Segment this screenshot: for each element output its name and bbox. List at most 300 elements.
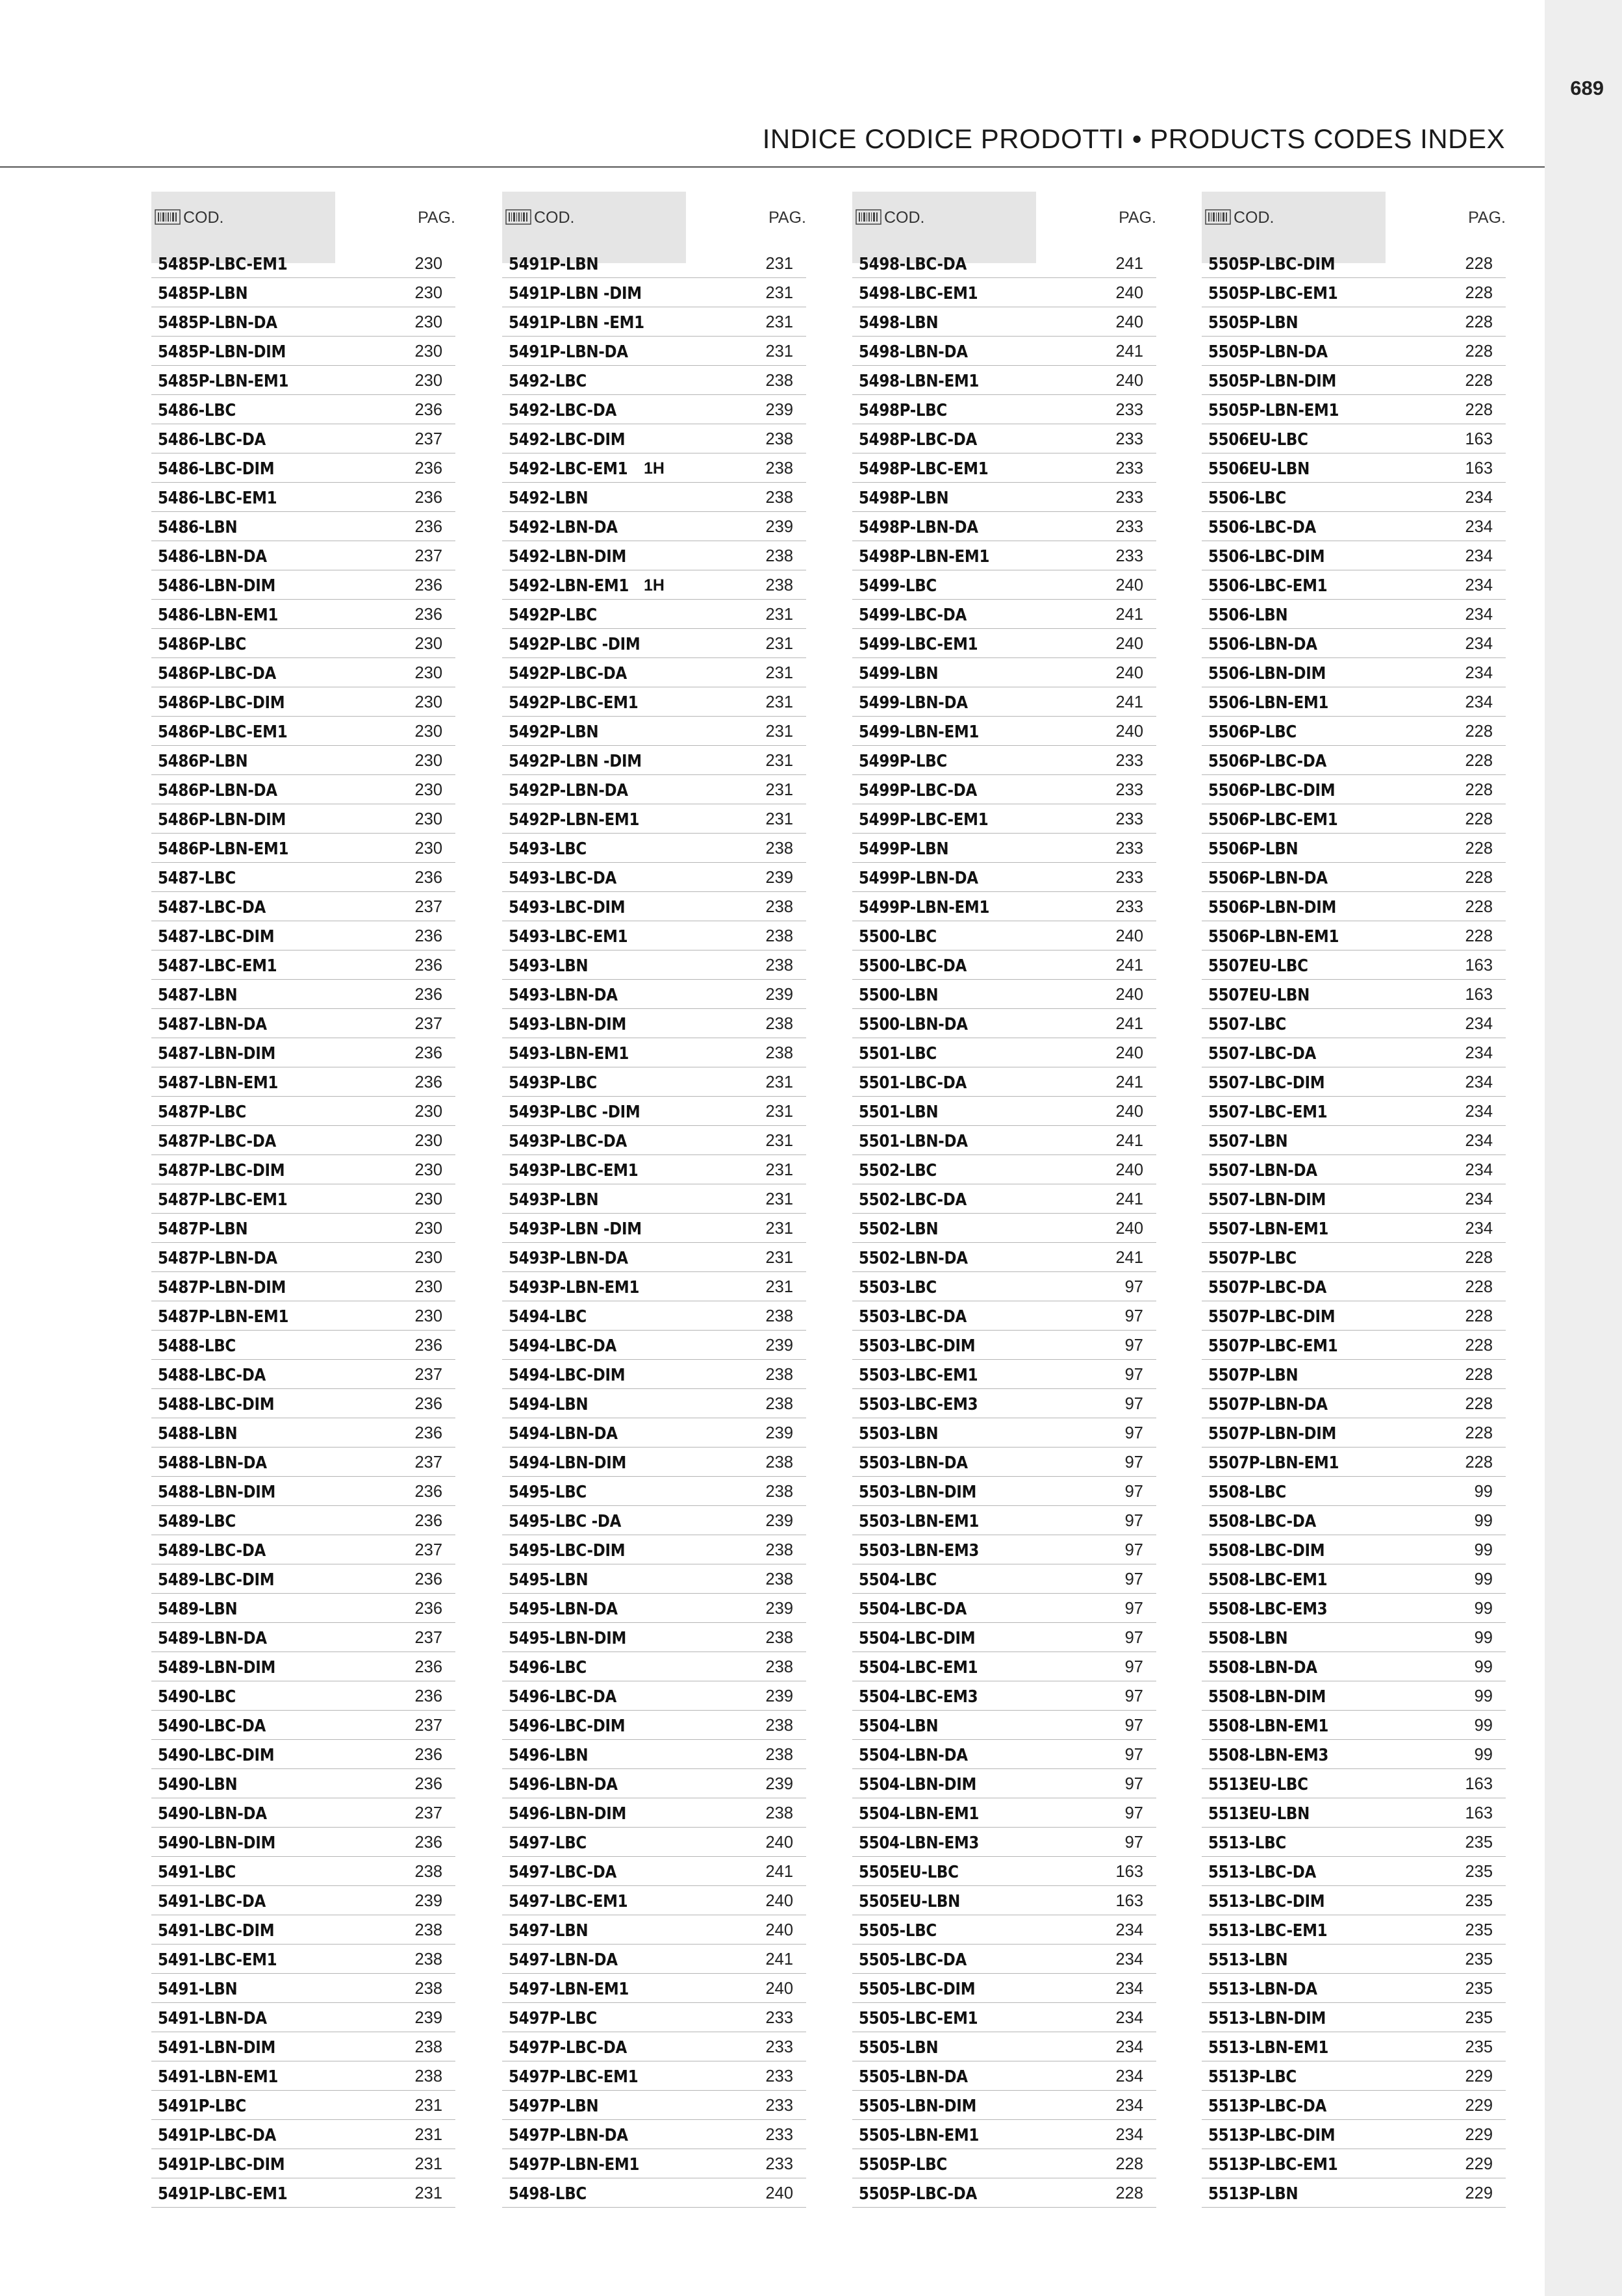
- product-code: 5513P-LBC-DIM: [1208, 2126, 1336, 2145]
- product-code: 5491-LBN: [158, 1980, 238, 1999]
- index-row: [1202, 2003, 1506, 2032]
- index-row: [151, 483, 455, 512]
- product-code: 5497P-LBN-EM1: [509, 2155, 640, 2175]
- page-ref: 237: [414, 1541, 442, 1559]
- page-ref: 238: [765, 1570, 793, 1588]
- product-code: 5493-LBC-DIM: [509, 898, 626, 917]
- product-code: 5486-LBC-DA: [158, 430, 266, 450]
- index-row: [502, 1272, 806, 1301]
- index-row: [502, 2003, 806, 2032]
- page-ref: 239: [765, 1512, 793, 1530]
- product-code: 5505-LBC-EM1: [859, 2009, 978, 2028]
- index-row: [1202, 1681, 1506, 1711]
- page-ref: 229: [1465, 2097, 1493, 2115]
- page-ref: 233: [1115, 839, 1143, 858]
- page-ref: 240: [1115, 1103, 1143, 1121]
- page-ref: 231: [765, 313, 793, 331]
- index-row: [151, 2091, 455, 2120]
- product-code: 5503-LBC-DA: [859, 1307, 967, 1327]
- page-ref: 163: [1465, 430, 1493, 448]
- product-code: 5507EU-LBN: [1208, 986, 1310, 1005]
- page-ref: 236: [414, 1658, 442, 1676]
- index-row: [1202, 1418, 1506, 1448]
- page-ref: 230: [414, 284, 442, 302]
- product-code: 5502-LBN: [859, 1219, 939, 1239]
- page-ref: 241: [1115, 1073, 1143, 1091]
- index-row: [852, 1828, 1156, 1857]
- product-code: 5508-LBN-DA: [1208, 1658, 1317, 1677]
- page-ref: 231: [765, 722, 793, 741]
- page-ref: 233: [1115, 869, 1143, 887]
- product-code: 5487P-LBN: [158, 1219, 248, 1239]
- product-code: 5498P-LBC: [859, 401, 947, 420]
- index-row: [1202, 1564, 1506, 1594]
- product-code: 5505-LBN-DIM: [859, 2097, 977, 2116]
- page-ref: 233: [765, 2126, 793, 2144]
- page-ref: 239: [765, 1336, 793, 1355]
- page-header-label: PAG.: [1468, 209, 1506, 227]
- index-row: [852, 804, 1156, 834]
- product-code: 5496-LBN-DA: [509, 1775, 618, 1794]
- index-row: [1202, 1711, 1506, 1740]
- product-code: 5490-LBC-DIM: [158, 1746, 275, 1765]
- index-row: [1202, 2120, 1506, 2149]
- page-ref: 233: [1115, 898, 1143, 916]
- product-code: 5506P-LBC-EM1: [1208, 810, 1338, 830]
- page-header-label: PAG.: [418, 209, 455, 227]
- product-code: 5504-LBN-DA: [859, 1746, 968, 1765]
- page-ref: 231: [765, 1219, 793, 1238]
- product-code: 5506-LBN-EM1: [1208, 693, 1329, 713]
- index-row: [151, 950, 455, 980]
- index-row: [151, 278, 455, 307]
- index-row: [502, 337, 806, 366]
- index-row: [151, 1038, 455, 1067]
- page-ref: 228: [1465, 869, 1493, 887]
- page-ref: 240: [765, 1833, 793, 1852]
- page-ref: 235: [1465, 2038, 1493, 2056]
- index-row: [1202, 1798, 1506, 1828]
- index-row: [1202, 921, 1506, 950]
- product-code: 5499-LBN-DA: [859, 693, 968, 713]
- product-code: 5486P-LBN-DIM: [158, 810, 286, 830]
- index-row: [502, 658, 806, 687]
- index-row: [502, 1184, 806, 1214]
- page-ref: 241: [1115, 255, 1143, 273]
- product-code: 5491P-LBC-DA: [158, 2126, 276, 2145]
- page-ref: 234: [1115, 1921, 1143, 1939]
- product-code: 5486-LBN-DIM: [158, 576, 276, 596]
- index-row: [151, 921, 455, 950]
- index-row: [502, 1214, 806, 1243]
- product-code: 5505-LBN-DA: [859, 2067, 968, 2087]
- barcode-icon: [505, 209, 531, 225]
- product-code: 5507-LBC-EM1: [1208, 1103, 1328, 1122]
- index-row: [1202, 658, 1506, 687]
- product-code: 5491P-LBC-DIM: [158, 2155, 285, 2175]
- product-code: 5506EU-LBC: [1208, 430, 1308, 450]
- index-row: [1202, 1828, 1506, 1857]
- index-row: [151, 1214, 455, 1243]
- page-ref: 234: [1465, 635, 1493, 653]
- product-code: 5497P-LBC-EM1: [509, 2067, 639, 2087]
- index-row: [1202, 453, 1506, 483]
- product-code: 5497P-LBN: [509, 2097, 599, 2116]
- page-ref: 97: [1124, 1483, 1143, 1501]
- index-row: [852, 366, 1156, 395]
- index-row: [1202, 1652, 1506, 1681]
- code-header-label: COD.: [183, 209, 224, 227]
- index-row: [852, 629, 1156, 658]
- index-row: [1202, 424, 1506, 453]
- index-row: [502, 892, 806, 921]
- index-row: [151, 687, 455, 717]
- index-row: [852, 950, 1156, 980]
- product-code: 5508-LBN-EM1: [1208, 1716, 1329, 1736]
- index-row: [1202, 1448, 1506, 1477]
- product-code: 5498-LBN-EM1: [859, 372, 980, 391]
- product-code: 5491-LBN-DIM: [158, 2038, 276, 2058]
- index-row: [852, 600, 1156, 629]
- index-row: [151, 1331, 455, 1360]
- index-row: [151, 541, 455, 570]
- product-code: 5503-LBC-DIM: [859, 1336, 976, 1356]
- page-ref: 234: [1115, 1950, 1143, 1969]
- page-ref: 236: [414, 1483, 442, 1501]
- page-ref: 238: [765, 1483, 793, 1501]
- index-row: [852, 980, 1156, 1009]
- product-code: 5503-LBN-DIM: [859, 1483, 977, 1502]
- index-row: [151, 1389, 455, 1418]
- product-code: 5494-LBC: [509, 1307, 587, 1327]
- product-code: 5507P-LBN-DA: [1208, 1395, 1328, 1414]
- page-ref: 236: [414, 1336, 442, 1355]
- product-code: 5507-LBC: [1208, 1015, 1286, 1034]
- product-code: 5494-LBC-DIM: [509, 1366, 626, 1385]
- product-code: 5492P-LBC -DIM: [509, 635, 640, 654]
- product-code: 5505-LBN-EM1: [859, 2126, 980, 2145]
- product-code: 5494-LBN-DA: [509, 1424, 618, 1444]
- page-ref: 240: [765, 1921, 793, 1939]
- index-row: [502, 1740, 806, 1769]
- page-ref: 240: [765, 1892, 793, 1910]
- product-code: 5495-LBN: [509, 1570, 589, 1590]
- page-ref: 238: [765, 1804, 793, 1822]
- product-code: 5497P-LBN-DA: [509, 2126, 628, 2145]
- index-row: [502, 1448, 806, 1477]
- page-ref: 238: [765, 1015, 793, 1033]
- page-ref: 230: [414, 372, 442, 390]
- page-ref: 235: [1465, 1833, 1493, 1852]
- page-ref: 228: [1465, 1336, 1493, 1355]
- page-ref: 238: [765, 459, 793, 478]
- page-ref: 228: [1465, 1366, 1493, 1384]
- product-code: 5486P-LBN: [158, 752, 248, 771]
- index-row: [1202, 1389, 1506, 1418]
- page-ref: 238: [414, 1950, 442, 1969]
- product-code: 5493-LBC: [509, 839, 587, 859]
- index-row: [1202, 1623, 1506, 1652]
- product-code: 5498P-LBC-EM1: [859, 459, 989, 479]
- page-ref: 97: [1124, 1424, 1143, 1442]
- page-header-label: PAG.: [768, 209, 806, 227]
- product-code: 5499-LBN-EM1: [859, 722, 980, 742]
- page-ref: 241: [1115, 956, 1143, 975]
- index-row: [502, 570, 806, 600]
- page-ref: 97: [1124, 1629, 1143, 1647]
- product-code: 5495-LBN-DIM: [509, 1629, 627, 1648]
- page-ref: 163: [1465, 956, 1493, 975]
- page-ref: 231: [765, 606, 793, 624]
- product-code: 5485P-LBN-DA: [158, 313, 277, 333]
- page-ref: 235: [1465, 1980, 1493, 1998]
- page-ref: 163: [1115, 1892, 1143, 1910]
- product-code: 5508-LBC: [1208, 1483, 1286, 1502]
- product-code: 5489-LBC-DIM: [158, 1570, 275, 1590]
- index-row: [502, 687, 806, 717]
- index-row: [151, 863, 455, 892]
- index-row: [852, 1769, 1156, 1798]
- index-row: [1202, 1301, 1506, 1331]
- product-code: 5503-LBN: [859, 1424, 939, 1444]
- page-ref: 236: [414, 1395, 442, 1413]
- page-ref: 241: [765, 1950, 793, 1969]
- product-code: 5499P-LBC-DA: [859, 781, 977, 800]
- index-row: [852, 1652, 1156, 1681]
- product-code: 5506-LBN-DA: [1208, 635, 1317, 654]
- index-row: [852, 2120, 1156, 2149]
- product-code: 5485P-LBN-DIM: [158, 342, 286, 362]
- page-ref: 234: [1465, 1073, 1493, 1091]
- index-row: [151, 834, 455, 863]
- index-row: [502, 1126, 806, 1155]
- page-ref: 234: [1465, 1161, 1493, 1179]
- product-code: 5492P-LBN: [509, 722, 599, 742]
- index-row: [852, 337, 1156, 366]
- index-row: [502, 1418, 806, 1448]
- product-code: 5492-LBN: [509, 489, 589, 508]
- index-row: [502, 1067, 806, 1097]
- product-code: 5497P-LBC-DA: [509, 2038, 627, 2058]
- index-row: [1202, 1097, 1506, 1126]
- index-row: [151, 1097, 455, 1126]
- index-row: [852, 717, 1156, 746]
- product-code: 5504-LBN: [859, 1716, 939, 1736]
- product-code: 5487-LBN: [158, 986, 238, 1005]
- index-row: [852, 775, 1156, 804]
- index-row: [1202, 1038, 1506, 1067]
- product-code: 5507EU-LBC: [1208, 956, 1308, 976]
- index-row: [852, 2061, 1156, 2091]
- product-code: 5486-LBN-EM1: [158, 606, 279, 625]
- index-row: [502, 775, 806, 804]
- index-row: [852, 1798, 1156, 1828]
- product-code: 5487P-LBC-DA: [158, 1132, 276, 1151]
- page-ref: 228: [1465, 752, 1493, 770]
- page-ref: 231: [765, 635, 793, 653]
- product-code: 5486P-LBC-DIM: [158, 693, 285, 713]
- index-row: [151, 1126, 455, 1155]
- index-row: [502, 1857, 806, 1886]
- page-header-label: PAG.: [1119, 209, 1156, 227]
- page-ref: 228: [1465, 342, 1493, 361]
- page-ref: 235: [1465, 1892, 1493, 1910]
- page-ref: 241: [1115, 606, 1143, 624]
- index-row: [151, 1711, 455, 1740]
- product-code: 5507P-LBN: [1208, 1366, 1299, 1385]
- index-row: [502, 512, 806, 541]
- page-ref: 233: [1115, 752, 1143, 770]
- index-row: [502, 453, 806, 483]
- index-row: [1202, 366, 1506, 395]
- index-row: [151, 2120, 455, 2149]
- page-ref: 228: [1465, 255, 1493, 273]
- page-ref: 236: [414, 956, 442, 975]
- index-row: [151, 1067, 455, 1097]
- product-code: 5508-LBC-EM1: [1208, 1570, 1328, 1590]
- page-ref: 230: [414, 255, 442, 273]
- page-ref: 238: [765, 1746, 793, 1764]
- index-row: [151, 570, 455, 600]
- product-code: 5503-LBN-EM3: [859, 1541, 980, 1561]
- product-code: 5490-LBN: [158, 1775, 238, 1794]
- index-row: [502, 863, 806, 892]
- page-ref: 236: [414, 459, 442, 478]
- page-ref: 228: [1465, 781, 1493, 799]
- index-row: [502, 2032, 806, 2061]
- index-row: [151, 1535, 455, 1564]
- index-row: [151, 2032, 455, 2061]
- page-ref: 240: [1115, 372, 1143, 390]
- page-ref: 234: [1115, 2067, 1143, 2086]
- index-row: [852, 2178, 1156, 2208]
- page-ref: 228: [1465, 1395, 1493, 1413]
- product-code: 5491-LBC-EM1: [158, 1950, 277, 1970]
- product-code: 5508-LBN-DIM: [1208, 1687, 1326, 1707]
- page-ref: 97: [1124, 1775, 1143, 1793]
- index-column-1: [151, 192, 455, 2208]
- product-code: 5505P-LBC-DA: [859, 2184, 977, 2204]
- index-row: [502, 424, 806, 453]
- page-ref: 97: [1124, 1512, 1143, 1530]
- page-ref: 234: [1115, 2126, 1143, 2144]
- product-code: 5506P-LBN: [1208, 839, 1299, 859]
- product-code: 5513P-LBC: [1208, 2067, 1297, 2087]
- page-ref: 240: [1115, 313, 1143, 331]
- index-row: [151, 746, 455, 775]
- page-ref: 234: [1465, 1190, 1493, 1208]
- index-row: [852, 1301, 1156, 1331]
- page-ref: 231: [765, 752, 793, 770]
- product-code: 5491P-LBN-DA: [509, 342, 628, 362]
- index-row: [1202, 804, 1506, 834]
- page-ref: 231: [765, 1103, 793, 1121]
- product-code: 5492P-LBN -DIM: [509, 752, 642, 771]
- index-row: [151, 1857, 455, 1886]
- product-code: 5493P-LBN -DIM: [509, 1219, 642, 1239]
- page-ref: 234: [1465, 693, 1493, 711]
- page-ref: 238: [765, 1629, 793, 1647]
- product-code: 5507-LBN-DIM: [1208, 1190, 1326, 1210]
- page-ref: 228: [1465, 1278, 1493, 1296]
- page-ref: 240: [1115, 722, 1143, 741]
- product-code: 5490-LBC-DA: [158, 1716, 266, 1736]
- product-code: 5507P-LBC: [1208, 1249, 1297, 1268]
- index-row: [151, 1652, 455, 1681]
- index-row: [502, 1652, 806, 1681]
- index-row: [151, 775, 455, 804]
- index-row: [502, 395, 806, 424]
- index-row: [151, 1681, 455, 1711]
- page-ref: 233: [765, 2097, 793, 2115]
- page-ref: 230: [414, 722, 442, 741]
- page-ref: 238: [765, 372, 793, 390]
- product-code: 5494-LBN-DIM: [509, 1453, 627, 1473]
- index-row: [151, 2061, 455, 2091]
- page-ref: 237: [414, 1453, 442, 1472]
- product-code: 5513-LBN: [1208, 1950, 1288, 1970]
- product-code: 5505P-LBN-DIM: [1208, 372, 1337, 391]
- product-code: 5505-LBN: [859, 2038, 939, 2058]
- index-row: [502, 717, 806, 746]
- page-ref: 229: [1465, 2184, 1493, 2202]
- product-code: 5490-LBN-DA: [158, 1804, 267, 1824]
- page-ref: 237: [414, 1804, 442, 1822]
- product-code: 5505EU-LBC: [859, 1863, 959, 1882]
- page-ref: 234: [1115, 2097, 1143, 2115]
- page-ref: 97: [1124, 1307, 1143, 1325]
- index-row: [1202, 1214, 1506, 1243]
- page-ref: 231: [765, 255, 793, 273]
- index-row: [852, 1477, 1156, 1506]
- page-ref: 230: [414, 1190, 442, 1208]
- product-code: 5507P-LBN-EM1: [1208, 1453, 1339, 1473]
- product-code: 5489-LBN-DA: [158, 1629, 267, 1648]
- product-code: 5497-LBC: [509, 1833, 587, 1853]
- page-ref: 230: [414, 1307, 442, 1325]
- product-code: 5504-LBN-DIM: [859, 1775, 977, 1794]
- index-row: [852, 1184, 1156, 1214]
- index-row: [1202, 1915, 1506, 1945]
- page-ref: 231: [414, 2155, 442, 2173]
- page-ref: 238: [765, 1716, 793, 1735]
- page-ref: 234: [1115, 1980, 1143, 1998]
- index-row: [1202, 541, 1506, 570]
- index-row: [502, 950, 806, 980]
- page-ref: 231: [765, 1190, 793, 1208]
- index-row: [1202, 2061, 1506, 2091]
- page-ref: 228: [1465, 898, 1493, 916]
- index-row: [852, 1915, 1156, 1945]
- product-code: 5487-LBN-DA: [158, 1015, 267, 1034]
- column-header: [1202, 192, 1506, 249]
- index-row: [1202, 1506, 1506, 1535]
- index-row: [151, 1740, 455, 1769]
- page-ref: 97: [1124, 1278, 1143, 1296]
- page-ref: 240: [765, 2184, 793, 2202]
- product-code: 5505P-LBN-EM1: [1208, 401, 1339, 420]
- index-row: [151, 658, 455, 687]
- index-row: [852, 2149, 1156, 2178]
- index-row: [1202, 337, 1506, 366]
- index-row: [502, 1769, 806, 1798]
- title-divider: [0, 166, 1545, 168]
- index-row: [1202, 2032, 1506, 2061]
- product-code: 5493-LBC-EM1: [509, 927, 628, 947]
- product-code: 5487P-LBN-EM1: [158, 1307, 289, 1327]
- page-ref: 236: [414, 1687, 442, 1705]
- page-ref: 97: [1124, 1453, 1143, 1472]
